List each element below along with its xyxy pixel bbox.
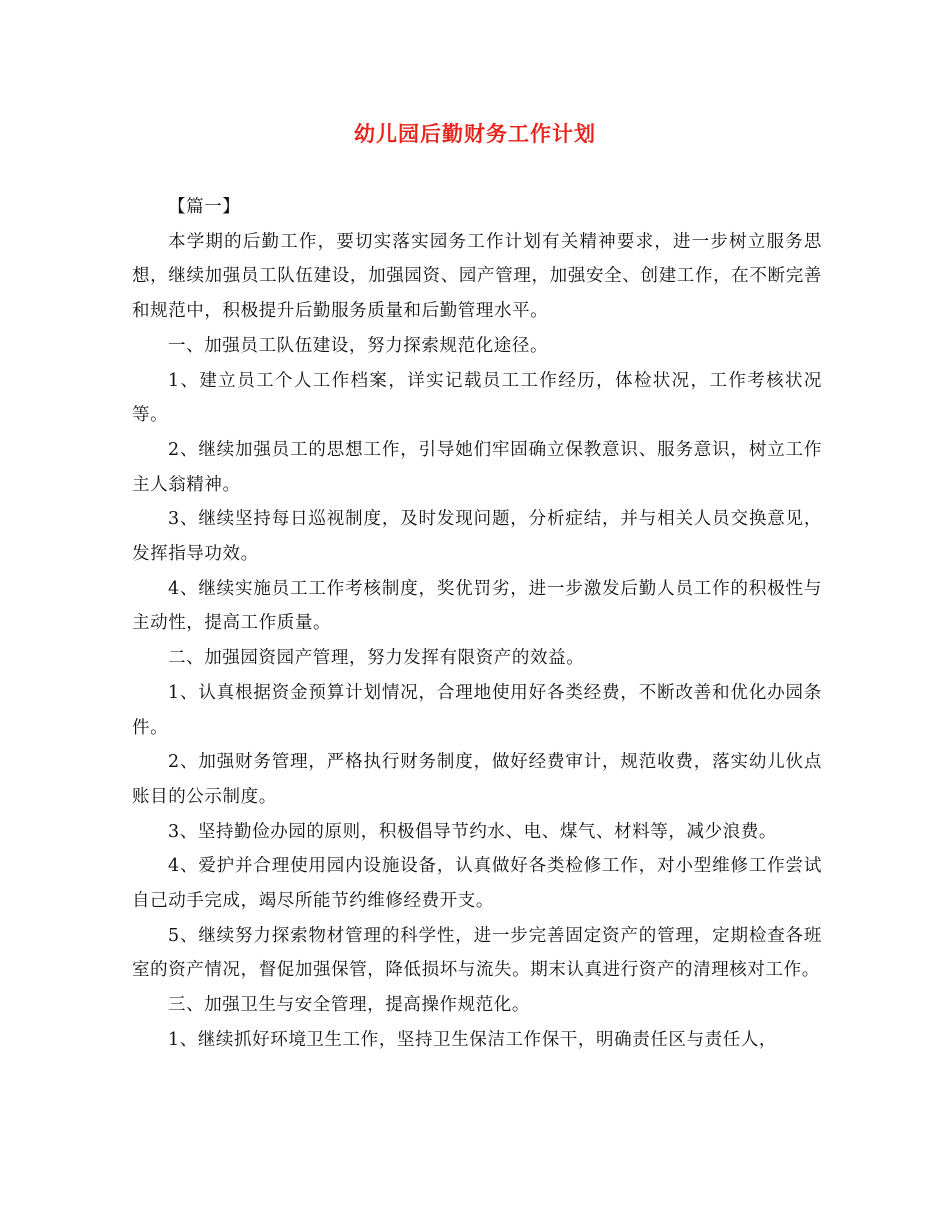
list-item: 1、认真根据资金预算计划情况，合理地使用好各类经费，不断改善和优化办园条件。 xyxy=(132,682,822,738)
list-item: 1、建立员工个人工作档案，详实记载员工工作经历，体检状况，工作考核状况等。 xyxy=(132,370,822,426)
section-heading-1: 一、加强员工队伍建设，努力探索规范化途径。 xyxy=(168,335,549,356)
document-title: 幼儿园后勤财务工作计划 xyxy=(354,122,596,146)
section-heading-3: 三、加强卫生与安全管理，提高操作规范化。 xyxy=(168,995,530,1016)
section-tag: 【篇一】 xyxy=(168,197,241,217)
intro-paragraph: 本学期的后勤工作，要切实落实园务工作计划有关精神要求，进一步树立服务思想，继续加强员工队伍建设，加强园资、园产管理，加强安全、创建工作，在不断完善和规范中，积极提升后勤服务质量和后勤管理水平。 xyxy=(132,231,822,322)
list-item: 3、继续坚持每日巡视制度，及时发现问题，分析症结，并与相关人员交换意见，发挥指导功效。 xyxy=(132,509,822,565)
list-item: 3、坚持勤俭办园的原则，积极倡导节约水、电、煤气、材料等，减少浪费。 xyxy=(168,821,778,842)
list-item: 1、继续抓好环境卫生工作，坚持卫生保洁工作保干，明确责任区与责任人， xyxy=(168,1029,778,1050)
list-item: 4、爱护并合理使用园内设施设备，认真做好各类检修工作，对小型维修工作尝试自己动手完成，竭尽所能节约维修经费开支。 xyxy=(132,856,822,912)
list-item: 2、加强财务管理，严格执行财务制度，做好经费审计，规范收费，落实幼儿伙点账目的公示制度。 xyxy=(132,752,822,807)
document-body xyxy=(132,190,822,1058)
list-item: 5、继续努力探索物材管理的科学性，进一步完善固定资产的管理，定期检查各班室的资产情况，督促加强保管，降低损坏与流失。期末认真进行资产的清理核对工作。 xyxy=(132,925,822,981)
list-item: 2、继续加强员工的思想工作，引导她们牢固确立保教意识、服务意识，树立工作主人翁精神。 xyxy=(132,439,822,495)
list-item: 4、继续实施员工工作考核制度，奖优罚劣，进一步激发后勤人员工作的积极性与主动性，提高工作质量。 xyxy=(132,578,822,634)
section-heading-2: 二、加强园资园产管理，努力发挥有限资产的效益。 xyxy=(168,648,585,669)
